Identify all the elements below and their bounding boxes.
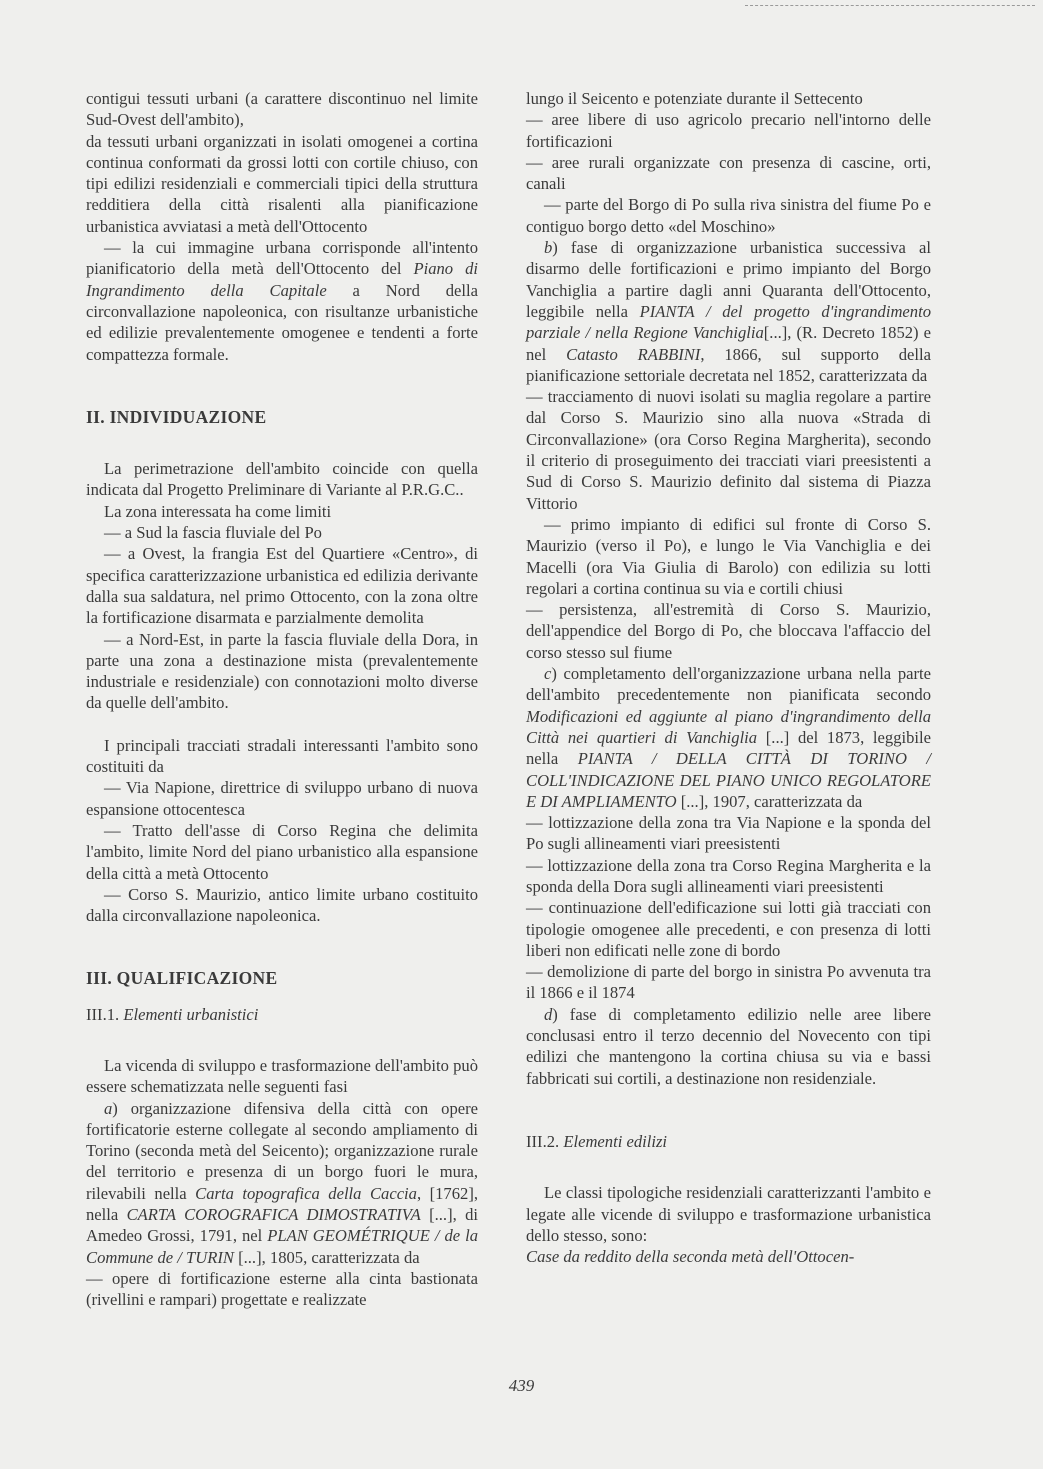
paragraph: d) fase di completamento edilizio nelle aree libere conclusasi entro il terzo decennio del Novecento con tipi edilizi che mantengono la cortina chiusa su via e bassi fabbricati sui cortili, a destinazione non residenziale. (526, 1004, 931, 1088)
page-number: 439 (508, 1376, 535, 1395)
list-item: — lottizzazione della zona tra Via Napione e la sponda del Po sugli allineamenti viari preesistenti (526, 813, 931, 854)
list-item: — a Sud la fascia fluviale del Po (104, 523, 322, 543)
list-item: — Via Napione, direttrice di sviluppo urbano di nuova espansione ottocentesca (86, 778, 478, 819)
paragraph: lungo il Seicento e potenziate durante il Settecento (526, 89, 863, 108)
paragraph: Le classi tipologiche residenziali caratterizzanti l'ambito e legate alle vicende di sviluppo e trasformazione urbanistica dello stesso, sono: (526, 1183, 931, 1245)
paragraph: I principali tracciati stradali interessanti l'ambito sono costituiti da (86, 735, 478, 777)
paragraph: contigui tessuti urbani (a carattere discontinuo nel limite Sud-Ovest dell'ambito), (86, 89, 478, 130)
list-item: — primo impianto di edifici sul fronte di Corso S. Maurizio (verso il Po), e lungo le Via Vanchiglia e dei Macelli (ora Via Giulia di Barolo) con edilizia su lotti regolari a cortina continua su via e cortili chiusi (526, 514, 931, 598)
subsection-heading: III.1. Elementi urbanistici (86, 1004, 259, 1024)
paragraph: La vicenda di sviluppo e trasformazione dell'ambito può essere schematizzata nelle seguenti fasi (86, 1055, 478, 1097)
paragraph: Case da reddito della seconda metà dell'Ottocen- (526, 1247, 855, 1267)
list-item: — a Ovest, la frangia Est del Quartiere «Centro», di specifica caratterizzazione urbanistica ed edilizia derivante dalla sua saldatura, nel primo Ottocento, con la zona oltre la fortificazione disarmata e parzialmente demolita (86, 544, 478, 628)
paragraph: La perimetrazione dell'ambito coincide con quella indicata dal Progetto Preliminare di Variante al P.R.G.C.. (86, 459, 478, 500)
list-item: — tracciamento di nuovi isolati su maglia regolare a partire dal Corso S. Maurizio sino alla nuova «Strada di Circonvallazione» (ora Corso Regina Margherita), secondo il criterio di proseguimento dei tracciati viari preesistenti a Sud di Corso S. Maurizio definito dal sistema di Piazza Vittorio (526, 387, 931, 513)
list-item: — aree libere di uso agricolo precario nell'intorno delle fortificazioni (526, 110, 931, 151)
list-item: — persistenza, all'estremità di Corso S. Maurizio, dell'appendice del Borgo di Po, che bloccava l'affaccio del corso stesso sul fiume (526, 600, 931, 662)
subsection-heading: III.2. Elementi edilizi (526, 1131, 668, 1151)
section-heading-individuazione: II. INDIVIDUAZIONE (86, 406, 267, 427)
paragraph: b) fase di organizzazione urbanistica successiva al disarmo delle fortificazioni e primo impianto del Borgo Vanchiglia a partire dagli anni Quaranta dell'Ottocento, leggibile nella PIANTA / del progetto d'ingrandimento parziale / nella Regione Vanchiglia[...], (R. Decreto 1852) e nel Catasto RABBINI, 1866, sul supporto della pianificazione settoriale decretata nel 1852, caratterizzata da (526, 238, 932, 385)
list-item: — continuazione dell'edificazione sui lotti già tracciati con tipologie omogenee alle precedenti, e con presenza di lotti liberi non edificati nelle zone di bordo (526, 898, 931, 960)
list-item: — Tratto dell'asse di Corso Regina che delimita l'ambito, limite Nord del piano urbanistico alla espansione della città a metà Ottocento (86, 820, 478, 883)
paragraph: — la cui immagine urbana corrisponde all'intento pianificatorio della metà dell'Ottocento del Piano di Ingrandimento della Capitale a Nord della circonvallazione napoleonica, con risultanze urbanistiche ed edilizie prevalentemente omogenee e tendenti a forte compattezza formale. (86, 238, 478, 364)
section-heading-qualificazione: III. QUALIFICAZIONE (86, 968, 278, 989)
paragraph: c) completamento dell'organizzazione urbana nella parte dell'ambito precedentemente non pianificata secondo Modificazioni ed aggiunte al piano d'ingrandimento della Città nei quartieri di Vanchiglia [...] del 1873, leggibile nella PIANTA / DELLA CITTÀ DI TORINO / COLL'INDICAZIONE DEL PIANO UNICO REGOLATORE E DI AMPLIAMENTO [...], 1907, caratterizzata da (526, 664, 932, 811)
list-item: — demolizione di parte del borgo in sinistra Po avvenuta tra il 1866 e il 1874 (526, 962, 931, 1003)
list-item: — a Nord-Est, in parte la fascia fluviale della Dora, in parte una zona a destinazione mista (prevalentemente industriale e residenziale) con connotazioni molto diverse da quelle dell'ambito. (86, 629, 478, 713)
list-item: — aree rurali organizzate con presenza di cascine, orti, canali (526, 152, 931, 194)
paragraph: La zona interessata ha come limiti (104, 501, 332, 521)
paragraph: da tessuti urbani organizzati in isolati omogenei a cortina continua conformati da grossi lotti con cortile chiuso, con tipi edilizi residenziali e commerciali tipici della struttura redditiera della città risalenti alla pianificazione urbanistica avviatasi a metà dell'Ottocento (86, 131, 478, 236)
top-edge-line (745, 5, 1035, 7)
list-item: — Corso S. Maurizio, antico limite urbano costituito dalla circonvallazione napoleonica. (86, 884, 478, 926)
paragraph: a) organizzazione difensiva della città con opere fortificatorie esterne collegate al secondo ampliamento di Torino (seconda metà del Seicento); organizzazione rurale del territorio e presenza di un borgo fuori le mura, rilevabili nella Carta topografica della Caccia, [1762], nella CARTA COROGRAFICA DIMOSTRATIVA [...], di Amedeo Grossi, 1791, nel PLAN GEOMÉTRIQUE / de la Commune de / TURIN [...], 1805, caratterizzata da (86, 1098, 478, 1267)
left-column (86, 88, 478, 1311)
list-item: — lottizzazione della zona tra Corso Regina Margherita e la sponda della Dora sugli allineamenti viari preesistenti (526, 855, 931, 896)
right-column (526, 88, 931, 1267)
list-item: — parte del Borgo di Po sulla riva sinistra del fiume Po e contiguo borgo detto «del Moschino» (526, 195, 931, 236)
list-item: — opere di fortificazione esterne alla cinta bastionata (rivellini e rampari) progettate e realizzate (86, 1268, 478, 1310)
